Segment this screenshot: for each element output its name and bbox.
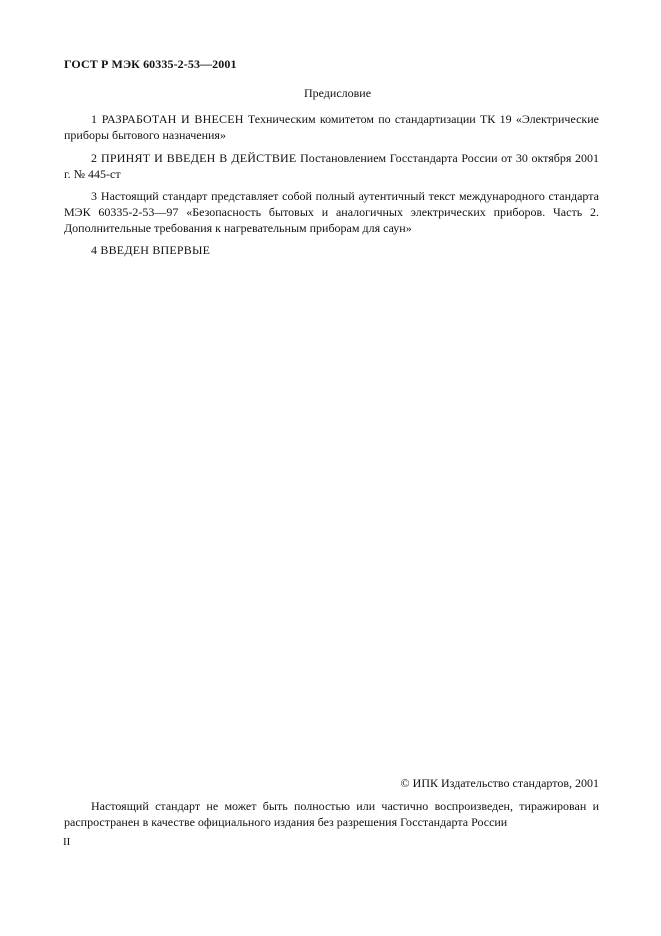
preface-item-1-text: Техническим комитетом по стандартизации ТК 19 «Электрические приборы бытового назначения»: [64, 112, 599, 142]
preface-item-3: [64, 188, 599, 236]
document-code: ГОСТ Р МЭК 60335-2-53—2001: [64, 57, 237, 71]
preface-item-1-lead: 1 РАЗРАБОТАН И ВНЕСЕН: [91, 112, 244, 126]
preface-item-4-lead: 4 ВВЕДЕН ВПЕРВЫЕ: [91, 243, 211, 257]
preface-item-2-lead: 2 ПРИНЯТ И ВВЕДЕН В ДЕЙСТВИЕ: [91, 151, 297, 165]
preface-item-4: [64, 242, 599, 258]
copyright-line: © ИПК Издательство стандартов, 2001: [400, 776, 599, 790]
reproduction-notice: Настоящий стандарт не может быть полностью или частично воспроизведен, тиражирован и распространен в качестве официального издания без разрешения Госстандарта России: [64, 799, 599, 829]
page-number: II: [63, 836, 71, 848]
preface-item-3-text: Настоящий стандарт представляет собой полный аутентичный текст международного стандарта МЭК 60335-2-53—97 «Безопасность бытовых и аналогичных электрических приборов. Часть 2. Дополнительные требования к нагревательным приборам для саун»: [64, 189, 599, 235]
preface-title: Предисловие: [303, 86, 372, 100]
preface-item-3-lead: 3: [91, 189, 98, 203]
preface-item-2: [64, 150, 599, 182]
preface-item-1: [64, 111, 599, 143]
preface-item-2-text: Постановлением Госстандарта России от 30 октября 2001 г. № 445-ст: [64, 151, 600, 181]
